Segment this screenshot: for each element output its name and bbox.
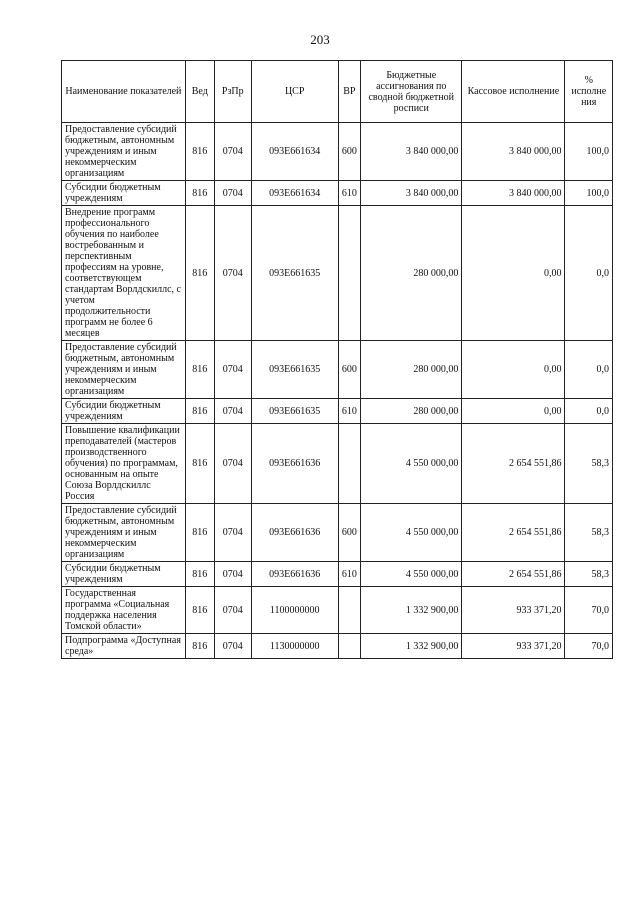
cell-rzpr: 0704 [214,181,251,206]
table-row [62,562,613,587]
cell-name: Предоставление субсидий бюджетным, автономным учреждениям и иным некоммерческим организациям [62,504,186,562]
cell-ved: 816 [185,634,214,659]
cell-csr: 1100000000 [251,587,338,634]
cell-rzpr: 0704 [214,341,251,399]
cell-rzpr: 0704 [214,123,251,181]
table-row [62,123,613,181]
table-header-row [62,61,613,123]
cell-cash: 0,00 [462,399,565,424]
cell-ved: 816 [185,206,214,341]
cell-cash: 0,00 [462,206,565,341]
cell-vr: 600 [338,504,361,562]
cell-csr: 093Е661635 [251,206,338,341]
cell-cash: 2 654 551,86 [462,562,565,587]
cell-csr: 093Е661634 [251,181,338,206]
cell-cash: 2 654 551,86 [462,424,565,504]
cell-cash: 933 371,20 [462,587,565,634]
header-csr: ЦСР [251,61,338,123]
budget-execution-table [61,60,613,659]
cell-budget: 4 550 000,00 [361,504,462,562]
table-row [62,634,613,659]
cell-vr: 610 [338,399,361,424]
cell-pct: 0,0 [565,399,613,424]
cell-vr: 600 [338,123,361,181]
cell-csr: 093Е661634 [251,123,338,181]
cell-rzpr: 0704 [214,399,251,424]
cell-vr: 600 [338,341,361,399]
cell-rzpr: 0704 [214,206,251,341]
cell-csr: 093Е661635 [251,341,338,399]
cell-cash: 3 840 000,00 [462,123,565,181]
header-rzpr: РзПр [214,61,251,123]
cell-csr: 093Е661636 [251,424,338,504]
cell-pct: 58,3 [565,504,613,562]
cell-ved: 816 [185,504,214,562]
cell-vr: 610 [338,181,361,206]
cell-name: Предоставление субсидий бюджетным, автономным учреждениям и иным некоммерческим организациям [62,123,186,181]
cell-pct: 58,3 [565,424,613,504]
cell-name: Субсидии бюджетным учреждениям [62,181,186,206]
table-row [62,587,613,634]
cell-ved: 816 [185,424,214,504]
cell-vr [338,634,361,659]
cell-budget: 4 550 000,00 [361,424,462,504]
header-budget: Бюджетные ассигнования по сводной бюджетной росписи [361,61,462,123]
cell-ved: 816 [185,587,214,634]
table-row [62,181,613,206]
cell-cash: 933 371,20 [462,634,565,659]
table-row [62,504,613,562]
cell-pct: 70,0 [565,634,613,659]
table-row [62,341,613,399]
cell-pct: 100,0 [565,181,613,206]
header-ved: Вед [185,61,214,123]
header-pct: % исполне ния [565,61,613,123]
page-number: 203 [310,32,330,47]
cell-vr: 610 [338,562,361,587]
cell-budget: 280 000,00 [361,341,462,399]
header-vr: ВР [338,61,361,123]
cell-budget: 4 550 000,00 [361,562,462,587]
cell-csr: 093Е661636 [251,504,338,562]
cell-vr [338,424,361,504]
cell-ved: 816 [185,341,214,399]
cell-rzpr: 0704 [214,562,251,587]
cell-vr [338,587,361,634]
cell-pct: 0,0 [565,206,613,341]
cell-pct: 0,0 [565,341,613,399]
cell-vr [338,206,361,341]
cell-name: Внедрение программ профессионального обучения по наиболее востребованным и перспективным профессиям на уровне, соответствующем стандартам Ворлдскиллс, с учетом продолжительности программ не более 6 месяцев [62,206,186,341]
cell-rzpr: 0704 [214,504,251,562]
cell-ved: 816 [185,562,214,587]
cell-rzpr: 0704 [214,587,251,634]
cell-name: Предоставление субсидий бюджетным, автономным учреждениям и иным некоммерческим организациям [62,341,186,399]
cell-csr: 093Е661636 [251,562,338,587]
table-row [62,424,613,504]
cell-budget: 3 840 000,00 [361,123,462,181]
cell-budget: 280 000,00 [361,399,462,424]
cell-cash: 0,00 [462,341,565,399]
header-cash: Кассовое исполнение [462,61,565,123]
cell-budget: 3 840 000,00 [361,181,462,206]
cell-rzpr: 0704 [214,634,251,659]
cell-budget: 280 000,00 [361,206,462,341]
cell-cash: 3 840 000,00 [462,181,565,206]
cell-budget: 1 332 900,00 [361,634,462,659]
cell-csr: 1130000000 [251,634,338,659]
header-name: Наименование показателей [62,61,186,123]
cell-csr: 093Е661635 [251,399,338,424]
cell-pct: 100,0 [565,123,613,181]
table-row [62,399,613,424]
cell-name: Государственная программа «Социальная поддержка населения Томской области» [62,587,186,634]
cell-ved: 816 [185,123,214,181]
cell-name: Субсидии бюджетным учреждениям [62,562,186,587]
cell-name: Подпрограмма «Доступная среда» [62,634,186,659]
cell-cash: 2 654 551,86 [462,504,565,562]
cell-pct: 58,3 [565,562,613,587]
cell-name: Субсидии бюджетным учреждениям [62,399,186,424]
cell-budget: 1 332 900,00 [361,587,462,634]
cell-ved: 816 [185,181,214,206]
cell-rzpr: 0704 [214,424,251,504]
cell-pct: 70,0 [565,587,613,634]
cell-name: Повышение квалификации преподавателей (мастеров производственного обучения) по программам, основанным на опыте Союза Ворлдскиллс Россия [62,424,186,504]
table-row [62,206,613,341]
cell-ved: 816 [185,399,214,424]
